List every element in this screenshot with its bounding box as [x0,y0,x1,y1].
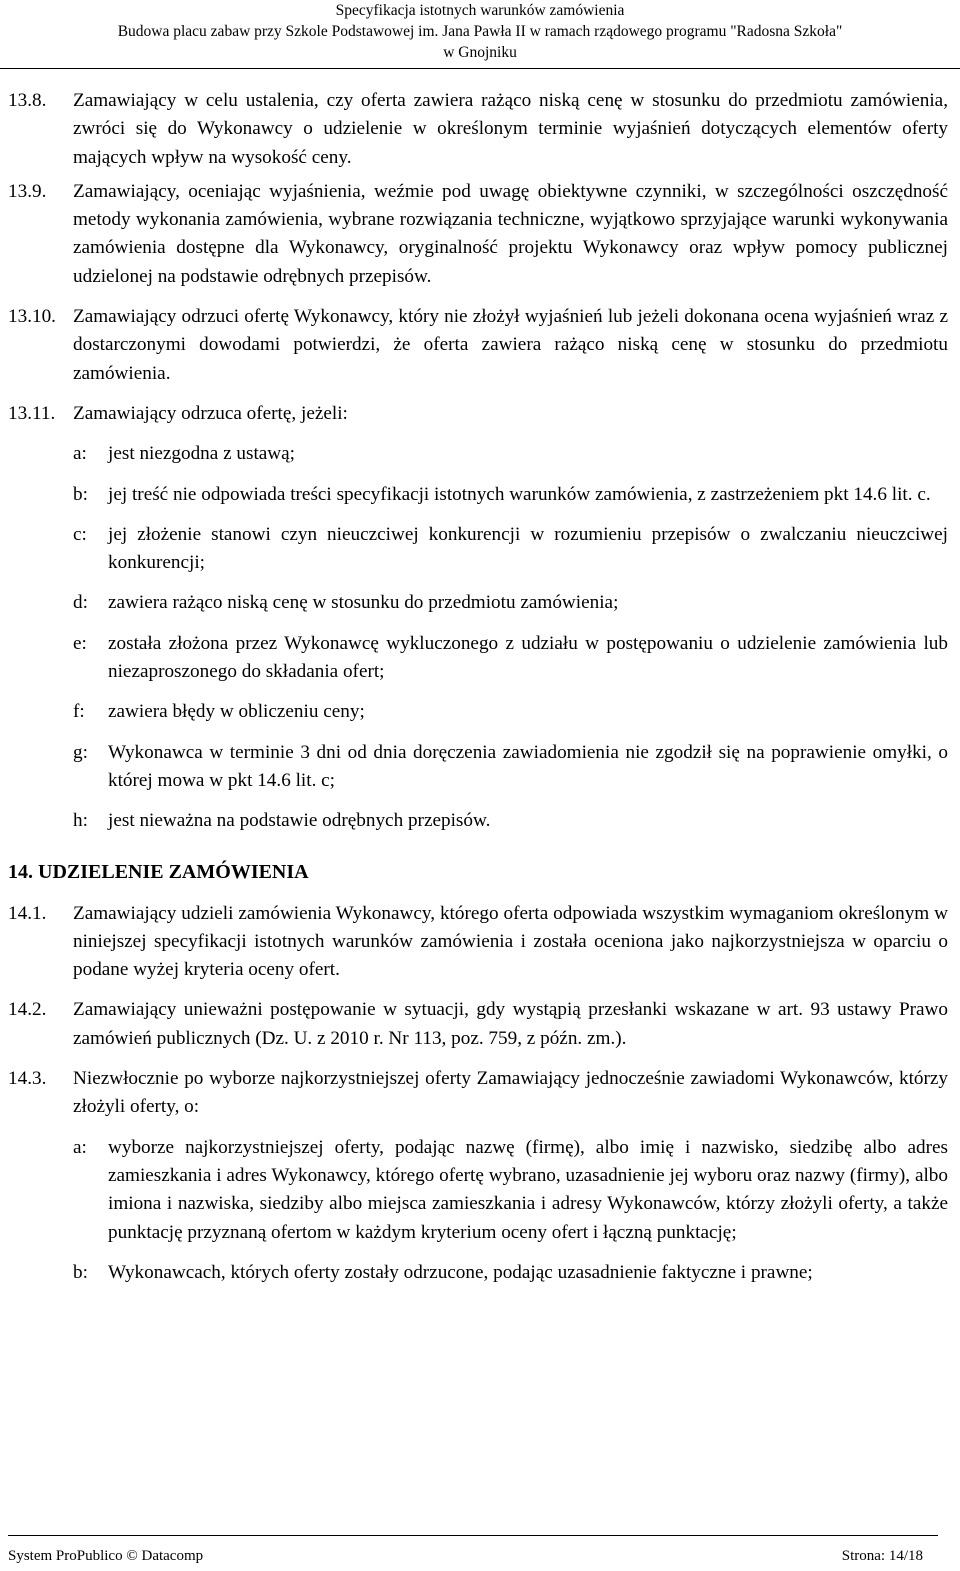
list-text: zawiera błędy w obliczeniu ceny; [108,701,365,723]
clause-number: 13.8. [8,90,47,111]
list-text: jest niezgodna z ustawą; [108,443,296,465]
list-item [0,739,960,796]
list-item [0,630,960,687]
clause-text: Zamawiający odrzuci ofertę Wykonawcy, który nie złożył wyjaśnień lub jeżeli dokonana ocena wyjaśnień wraz z dostarczonymi dowodami potwierdzi, że oferta zawiera rażąco niską cenę w stosunku do przedmiotu zamówienia. [73,306,948,384]
clause-text: Niezwłocznie po wyborze najkorzystniejszej oferty Zamawiający jednocześnie zawiadomi Wykonawców, którzy złożyli oferty, o: [73,1068,948,1118]
list-text: jest nieważna na podstawie odrębnych przepisów. [108,810,491,832]
list-item [0,440,960,468]
list-label: g: [73,741,88,763]
clause-text: Zamawiający w celu ustalenia, czy oferta zawiera rażąco niską cenę w stosunku do przedmiotu zamówienia, zwróci się do Wykonawcy o udzielenie w określonym terminie wyjaśnień dotyczących elementów oferty mających wpływ na wysokość ceny. [73,90,948,168]
list-label: b: [73,1261,88,1283]
section-heading: 14. UDZIELENIE ZAMÓWIENIA [8,860,309,883]
list-label: a: [73,1136,87,1158]
clause-text: Zamawiający, oceniając wyjaśnienia, weźmie pod uwagę obiektywne czynniki, w szczególności oszczędność metody wykonania zamówienia, wybrane rozwiązania techniczne, wyjątkowo sprzyjające warunki wykonywania zamówienia dostępne dla Wykonawcy, oryginalność projektu Wykonawcy oraz wpływ pomocy publicznej udzielonej na podstawie odrębnych przepisów. [73,180,948,287]
page-header [0,0,960,63]
list-label: a: [73,443,87,465]
header-location: w Gnojniku [443,44,517,61]
clause-number: 13.9. [8,180,47,202]
clause-number: 14.1. [8,902,47,924]
list-label: e: [73,632,87,654]
clause-13-11 [0,400,960,428]
list-item [0,807,960,835]
footer-divider [8,1535,938,1536]
list-label: c: [73,523,87,545]
header-title: Specyfikacja istotnych warunków zamówienia [335,2,625,19]
clause-13-9 [0,178,960,291]
footer-system-label: System ProPublico © Datacomp [8,1548,204,1564]
list-item [0,521,960,578]
clause-text: Zamawiający udzieli zamówienia Wykonawcy, którego oferta odpowiada wszystkim wymaganiom określonym w niniejszej specyfikacji istotnych warunków zamówienia i została oceniona jako najkorzystniejsza w oparciu o podane wyżej kryteria oceny ofert. [73,902,948,981]
list-text: Wykonawca w terminie 3 dni od dnia doręczenia zawiadomienia nie zgodził się na poprawienie omyłki, o której mowa w pkt 14.6 lit. c; [108,741,948,791]
header-subtitle: Budowa placu zabaw przy Szkole Podstawowej im. Jana Pawła II w ramach rządowego programu "Radosna Szkoła" [117,23,843,40]
header-divider [0,68,960,69]
clause-text: Zamawiający unieważni postępowanie w sytuacji, gdy wystąpią przesłanki wskazane w art. 93 ustawy Prawo zamówień publicznych (Dz. U. z 2010 r. Nr 113, poz. 759, z późn. zm.). [73,999,948,1049]
list-label: f: [73,701,85,723]
list-text: została złożona przez Wykonawcę wykluczonego z udziału w postępowaniu o udzielenie zamówienia lub niezaproszonego do składania ofert; [108,632,948,683]
clause-number: 13.10. [8,306,56,328]
list-item [0,589,960,617]
clause-14-1 [0,900,960,985]
clause-number: 13.11. [8,402,56,424]
list-text: jej treść nie odpowiada treści specyfikacji istotnych warunków zamówienia, z zastrzeżeniem pkt 14.6 lit. c. [108,483,931,505]
clause-number: 14.3. [8,1068,47,1090]
list-item [0,1259,960,1287]
list-label: b: [73,483,88,505]
clause-13-8 [0,87,960,172]
list-item [0,698,960,726]
page-number: Strona: 14/18 [841,1548,923,1564]
list-text: jej złożenie stanowi czyn nieuczciwej konkurencji w rozumieniu przepisów o zwalczaniu nieuczciwej konkurencji; [108,523,948,574]
list-item [0,1134,960,1247]
list-label: h: [73,810,88,832]
clause-13-10 [0,303,960,388]
list-text: Wykonawcach, których oferty zostały odrzucone, podając uzasadnienie faktyczne i prawne; [108,1261,813,1283]
clause-14-2 [0,996,960,1053]
clause-number: 14.2. [8,999,47,1021]
list-item [0,481,960,509]
list-text: wyborze najkorzystniejszej oferty, podając nazwę (firmę), albo imię i nazwisko, siedzibę albo adres zamieszkania i adres Wykonawcy, którego ofertę wybrano, uzasadnienie jej wyboru oraz nazwy (firmy), albo imiona i nazwiska, siedziby albo miejsca zamieszkania i adresy Wykonawców, którzy złożyli oferty, a także punktację przyznaną ofertom w każdym kryterium oceny ofert i łączną punktację; [108,1136,948,1243]
list-text: zawiera rażąco niską cenę w stosunku do przedmiotu zamówienia; [108,592,619,614]
clause-text: Zamawiający odrzuca ofertę, jeżeli: [73,402,348,424]
list-label: d: [73,592,88,614]
clause-14-3 [0,1065,960,1122]
document-body [0,87,960,1287]
